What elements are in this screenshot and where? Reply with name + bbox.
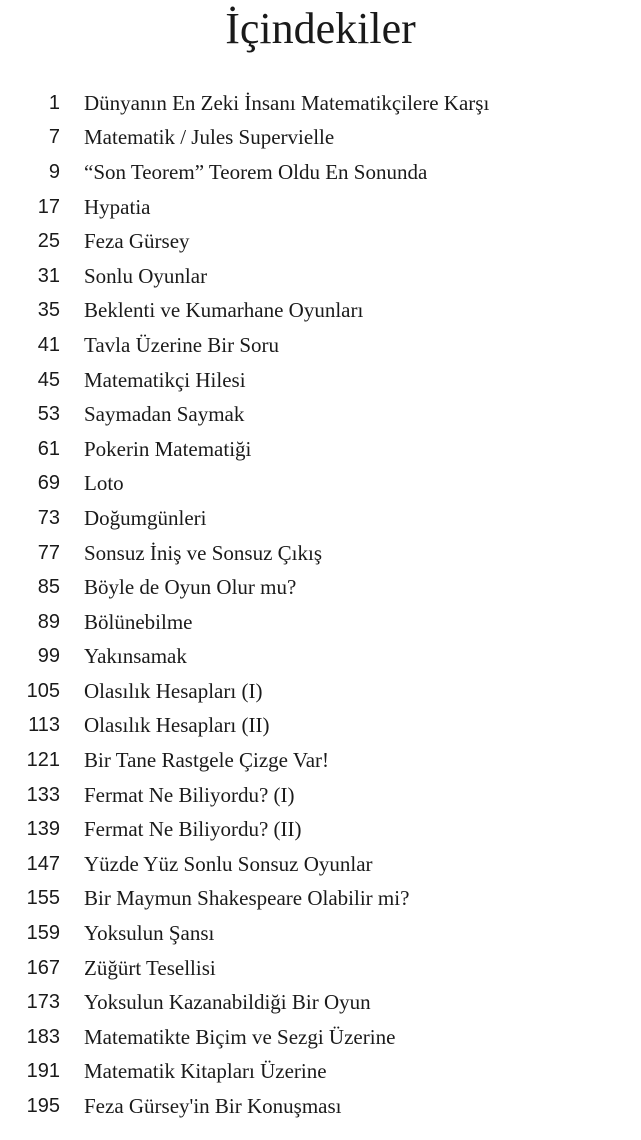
toc-entry (0, 985, 641, 1020)
toc-entry-title: “Son Teorem” Teorem Oldu En Sonunda (84, 159, 428, 184)
toc-entry-title: Saymadan Saymak (84, 402, 245, 427)
toc-entry-title: Fermat Ne Biliyordu? (I) (84, 782, 295, 807)
toc-page-number: 25 (37, 230, 60, 253)
toc-page-number: 77 (37, 541, 60, 564)
toc-entry (0, 224, 641, 259)
toc-entry-title: Böyle de Oyun Olur mu? (84, 575, 297, 600)
toc-entry (0, 1020, 641, 1055)
toc-entry (0, 86, 641, 121)
toc-entry-title: Matematikçi Hilesi (84, 367, 246, 392)
toc-page-number: 73 (37, 506, 60, 529)
toc-page-number: 45 (37, 368, 60, 391)
toc-entry-title: Loto (84, 471, 124, 496)
toc-entry (0, 432, 641, 467)
toc-entry (0, 328, 641, 363)
toc-entry (0, 1055, 641, 1090)
toc-entry-title: Züğürt Tesellisi (84, 955, 216, 980)
toc-entry (0, 847, 641, 882)
toc-entry-title: Sonsuz İniş ve Sonsuz Çıkış (84, 540, 323, 565)
toc-entry-title: Olasılık Hesapları (II) (84, 713, 270, 738)
toc-entry (0, 778, 641, 813)
page-title: İçindekiler (225, 4, 416, 53)
toc-entry-title: Pokerin Matematiği (84, 436, 252, 461)
toc-entry-title: Bir Tane Rastgele Çizge Var! (84, 748, 330, 773)
toc-page-number: 173 (26, 991, 60, 1014)
toc-page-number: 53 (37, 403, 60, 426)
toc-list (0, 86, 641, 1124)
toc-page-number: 17 (37, 195, 60, 218)
toc-page-number: 41 (37, 333, 60, 356)
toc-entry-title: Yakınsamak (84, 644, 187, 669)
toc-entry (0, 570, 641, 605)
toc-entry-title: Doğumgünleri (84, 505, 207, 530)
toc-entry (0, 743, 641, 778)
toc-page-number: 113 (28, 714, 60, 737)
toc-page-number: 35 (37, 299, 60, 322)
toc-page-number: 1 (48, 91, 60, 114)
toc-page-number: 7 (48, 126, 60, 149)
toc-page-number: 9 (48, 160, 60, 183)
toc-entry (0, 190, 641, 225)
toc-entry-title: Olasılık Hesapları (I) (84, 678, 263, 703)
toc-page-number: 105 (26, 679, 60, 702)
toc-entry (0, 1089, 641, 1124)
toc-entry-title: Bölünebilme (84, 609, 193, 634)
toc-entry-title: Matematik / Jules Supervielle (84, 125, 335, 150)
toc-page-number: 191 (26, 1060, 60, 1083)
toc-page-number: 147 (26, 852, 60, 875)
toc-entry-title: Yüzde Yüz Sonlu Sonsuz Oyunlar (84, 851, 373, 876)
toc-entry-title: Feza Gürsey (84, 229, 190, 254)
toc-entry (0, 709, 641, 744)
toc-entry (0, 882, 641, 917)
toc-entry (0, 363, 641, 398)
toc-entry-title: Feza Gürsey'in Bir Konuşması (84, 1094, 342, 1119)
toc-entry (0, 294, 641, 329)
toc-entry-title: Matematikte Biçim ve Sezgi Üzerine (84, 1024, 396, 1049)
toc-page-number: 159 (26, 922, 60, 945)
toc-page-number: 61 (37, 437, 60, 460)
toc-page-number: 139 (26, 818, 60, 841)
toc-entry-title: Beklenti ve Kumarhane Oyunları (84, 298, 364, 323)
toc-entry-title: Yoksulun Şansı (84, 921, 215, 946)
toc-page-number: 167 (26, 956, 60, 979)
toc-page-number: 121 (26, 749, 60, 772)
toc-entry (0, 467, 641, 502)
toc-entry-title: Fermat Ne Biliyordu? (II) (84, 817, 302, 842)
toc-page-number: 69 (37, 472, 60, 495)
toc-page-number: 155 (26, 887, 60, 910)
toc-entry (0, 259, 641, 294)
toc-page-number: 89 (37, 610, 60, 633)
toc-page-number: 133 (26, 783, 60, 806)
toc-entry (0, 536, 641, 571)
toc-entry (0, 812, 641, 847)
toc-entry (0, 397, 641, 432)
toc-page-number: 183 (26, 1025, 60, 1048)
toc-entry-title: Yoksulun Kazanabildiği Bir Oyun (84, 990, 371, 1015)
toc-entry (0, 951, 641, 986)
toc-page-number: 31 (37, 264, 60, 287)
toc-entry (0, 640, 641, 675)
toc-page-number: 195 (26, 1095, 60, 1118)
toc-entry-title: Sonlu Oyunlar (84, 263, 208, 288)
toc-entry (0, 501, 641, 536)
toc-entry (0, 605, 641, 640)
toc-entry (0, 674, 641, 709)
toc-page-number: 99 (37, 645, 60, 668)
toc-entry (0, 916, 641, 951)
toc-entry (0, 121, 641, 156)
toc-entry-title: Bir Maymun Shakespeare Olabilir mi? (84, 886, 410, 911)
toc-entry-title: Hypatia (84, 194, 151, 219)
toc-entry-title: Tavla Üzerine Bir Soru (84, 332, 280, 357)
toc-entry-title: Dünyanın En Zeki İnsanı Matematikçilere Karşı (84, 90, 490, 115)
toc-page-number: 85 (37, 576, 60, 599)
toc-entry-title: Matematik Kitapları Üzerine (84, 1059, 327, 1084)
toc-entry (0, 155, 641, 190)
